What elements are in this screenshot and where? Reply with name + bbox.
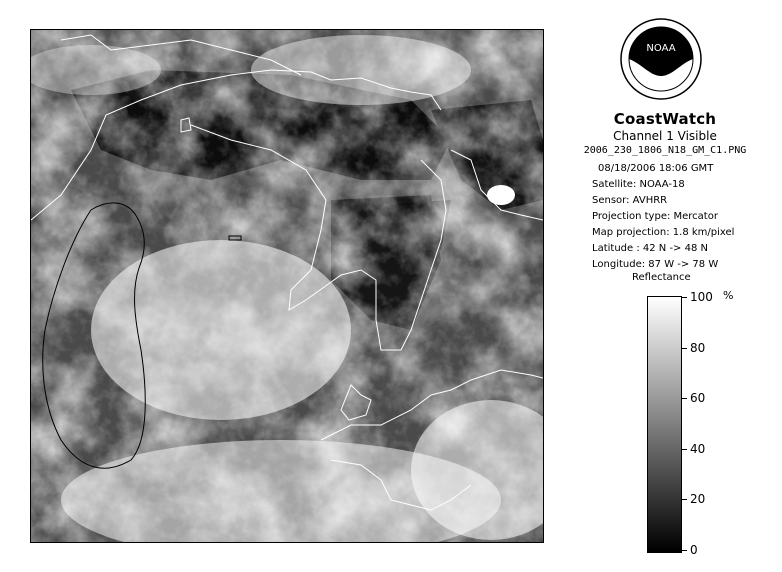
map-projection: Map projection: 1.8 km/pixel (592, 227, 735, 238)
colorbar-tick-label: 20 (690, 492, 706, 507)
datetime: 08/18/2006 18:06 GMT (598, 163, 714, 174)
colorbar-tick (681, 348, 687, 349)
satellite-image-panel (30, 29, 544, 543)
colorbar-tick-label: 40 (690, 441, 706, 456)
latitude: Latitude : 42 N -> 48 N (592, 243, 708, 254)
colorbar-tick (681, 499, 687, 500)
channel-title: Channel 1 Visible (613, 129, 717, 143)
colorbar (647, 296, 682, 553)
filename: 2006_230_1806_N18_GM_C1.PNG (583, 145, 747, 156)
satellite: Satellite: NOAA-18 (592, 179, 685, 190)
colorbar-tick-label: 60 (690, 391, 706, 406)
colorbar-tick (681, 449, 687, 450)
noaa-logo (620, 18, 702, 100)
colorbar-tick-label: 0 (690, 543, 698, 557)
colorbar-tick (681, 297, 687, 298)
colorbar-tick-label: 100 (690, 290, 713, 304)
projection-type: Projection type: Mercator (592, 211, 718, 222)
logo-text: NOAA (646, 43, 676, 54)
longitude: Longitude: 87 W -> 78 W (592, 259, 719, 270)
satellite-map (31, 30, 543, 542)
cloud-mass-north (251, 35, 471, 105)
colorbar-tick (681, 398, 687, 399)
brand-title: CoastWatch (613, 110, 717, 128)
colorbar-label: Reflectance (632, 272, 691, 283)
colorbar-tick-label: 80 (690, 340, 706, 355)
colorbar-unit: % (723, 289, 734, 302)
sensor: Sensor: AVHRR (592, 195, 668, 206)
colorbar-tick (681, 550, 687, 551)
bright-spot (487, 185, 515, 205)
